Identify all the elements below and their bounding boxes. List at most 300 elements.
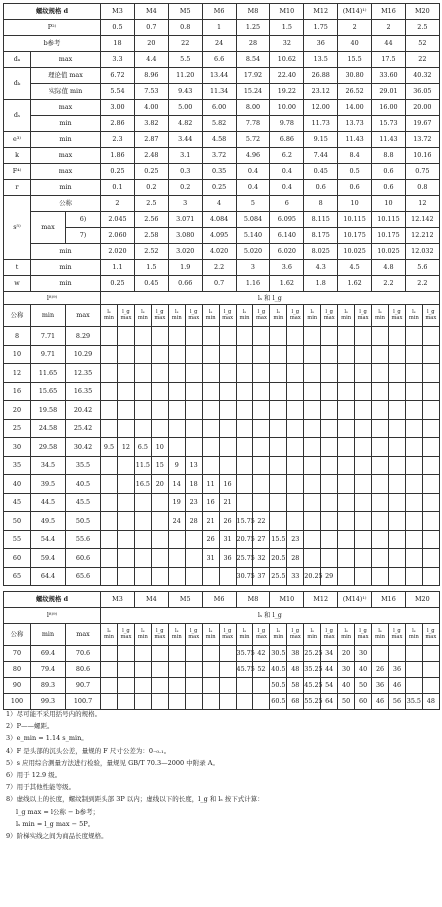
- empty-cell: [372, 419, 389, 438]
- value-cell: 0.25: [101, 276, 135, 292]
- empty-cell: [355, 567, 372, 586]
- ls-lg-value: 50.5: [270, 678, 287, 694]
- length-min: 79.4: [31, 662, 66, 678]
- value-cell: 52: [405, 36, 439, 52]
- value-cell: 0.25: [101, 164, 135, 180]
- empty-cell: [270, 438, 287, 457]
- length-min: 44.5: [31, 493, 66, 512]
- thread-size-cell: M16: [372, 4, 406, 20]
- value-cell: 11.34: [202, 84, 236, 100]
- empty-cell: [321, 456, 338, 475]
- value-cell: 2.48: [134, 148, 168, 164]
- value-cell: 10.62: [270, 52, 304, 68]
- empty-cell: [134, 493, 151, 512]
- value-cell: 2.2: [405, 276, 439, 292]
- empty-cell: [422, 419, 439, 438]
- empty-cell: [202, 646, 219, 662]
- ls-lg-value: 35.25: [304, 662, 321, 678]
- empty-cell: [304, 382, 321, 401]
- property-sublabel: min: [31, 276, 101, 292]
- length-min: 11.65: [31, 364, 66, 383]
- length-nominal: 65: [4, 567, 31, 586]
- value-cell: 0.8: [405, 180, 439, 196]
- empty-cell: [219, 345, 236, 364]
- ls-min-header: lₛ min: [405, 305, 422, 327]
- length-min: 64.4: [31, 567, 66, 586]
- empty-cell: [321, 419, 338, 438]
- ls-min-header: lₛ min: [202, 624, 219, 646]
- empty-cell: [355, 456, 372, 475]
- empty-cell: [405, 456, 422, 475]
- empty-cell: [355, 364, 372, 383]
- value-cell: 36.05: [405, 84, 439, 100]
- ls-lg-value: 68: [287, 694, 304, 710]
- empty-cell: [321, 530, 338, 549]
- empty-cell: [253, 456, 270, 475]
- empty-cell: [117, 401, 134, 420]
- empty-cell: [134, 364, 151, 383]
- s-max-sublabel: 6): [66, 212, 101, 228]
- ls-lg-value: 20.75: [236, 530, 253, 549]
- empty-cell: [388, 438, 405, 457]
- length-max: 40.5: [66, 475, 101, 494]
- footnote: lₛ min = l_g max − 5P。: [16, 819, 95, 828]
- thread-size-cell: M4: [134, 4, 168, 20]
- value-cell: 0.7: [202, 276, 236, 292]
- empty-cell: [270, 327, 287, 346]
- length-min: 89.3: [31, 678, 66, 694]
- footnote: 4）F 是头部的沉头公差，量规的 F 尺寸公差为：0₋₀.₁。: [6, 746, 171, 755]
- empty-cell: [134, 345, 151, 364]
- value-cell: 13.73: [338, 116, 372, 132]
- empty-cell: [422, 438, 439, 457]
- ls-min-header: lₛ min: [270, 624, 287, 646]
- empty-cell: [236, 364, 253, 383]
- empty-cell: [372, 549, 389, 568]
- empty-cell: [372, 530, 389, 549]
- length-max: 70.6: [66, 646, 101, 662]
- ls-min-header: lₛ min: [338, 305, 355, 327]
- value-cell: 0.6: [304, 180, 338, 196]
- value-cell: 2.5: [405, 20, 439, 36]
- ls-lg-value: 32: [253, 549, 270, 568]
- ls-min-header: lₛ min: [372, 624, 389, 646]
- ls-lg-value: 54: [321, 678, 338, 694]
- empty-cell: [151, 345, 168, 364]
- empty-cell: [185, 662, 202, 678]
- empty-cell: [304, 475, 321, 494]
- empty-cell: [219, 567, 236, 586]
- empty-cell: [134, 549, 151, 568]
- dk-label: dₖ: [4, 68, 31, 100]
- value-cell: 1.8: [304, 276, 338, 292]
- ls-lg-value: 36: [388, 662, 405, 678]
- empty-cell: [405, 475, 422, 494]
- empty-cell: [101, 475, 118, 494]
- value-cell: 19.22: [270, 84, 304, 100]
- value-cell: 13.72: [405, 132, 439, 148]
- length-max: 50.5: [66, 512, 101, 531]
- length-min: 69.4: [31, 646, 66, 662]
- ls-lg-value: 21: [202, 512, 219, 531]
- value-cell: 4.58: [202, 132, 236, 148]
- empty-cell: [388, 646, 405, 662]
- empty-cell: [253, 438, 270, 457]
- length-nominal: 25: [4, 419, 31, 438]
- value-cell: 0.6: [372, 180, 406, 196]
- value-cell: 14.00: [338, 100, 372, 116]
- length-max: 16.35: [66, 382, 101, 401]
- property-label: w: [4, 276, 31, 292]
- empty-cell: [355, 382, 372, 401]
- empty-cell: [287, 493, 304, 512]
- length-nominal: 60: [4, 549, 31, 568]
- empty-cell: [372, 364, 389, 383]
- empty-cell: [355, 493, 372, 512]
- empty-cell: [117, 345, 134, 364]
- empty-cell: [388, 493, 405, 512]
- empty-cell: [151, 493, 168, 512]
- empty-cell: [405, 549, 422, 568]
- empty-cell: [253, 475, 270, 494]
- empty-cell: [338, 419, 355, 438]
- ls-lg-value: 9: [168, 456, 185, 475]
- empty-cell: [134, 327, 151, 346]
- ls-min-header: lₛ min: [168, 624, 185, 646]
- empty-cell: [372, 327, 389, 346]
- property-label: k: [4, 148, 31, 164]
- value-cell: 7.44: [304, 148, 338, 164]
- length-nominal: 30: [4, 438, 31, 457]
- ls-lg-value: 40: [338, 678, 355, 694]
- empty-cell: [117, 382, 134, 401]
- empty-cell: [405, 345, 422, 364]
- empty-cell: [236, 678, 253, 694]
- lg-max-header: l_g max: [321, 624, 338, 646]
- value-cell: 0.2: [168, 180, 202, 196]
- empty-cell: [287, 401, 304, 420]
- length-max: 80.6: [66, 662, 101, 678]
- thread-size-cell: (M14)¹⁾: [338, 592, 372, 608]
- value-cell: 10.16: [405, 148, 439, 164]
- lg-max-header: l_g max: [287, 305, 304, 327]
- ls-lg-value: 46: [372, 694, 389, 710]
- empty-cell: [101, 493, 118, 512]
- value-cell: 2.060: [101, 228, 135, 244]
- ls-lg-value: 14: [168, 475, 185, 494]
- ls-lg-label: lₛ 和 l_g: [101, 608, 440, 624]
- empty-cell: [422, 493, 439, 512]
- empty-cell: [405, 364, 422, 383]
- length-nominal: 55: [4, 530, 31, 549]
- value-cell: 17.5: [372, 52, 406, 68]
- value-cell: 1: [202, 20, 236, 36]
- ls-lg-value: 30.75: [236, 567, 253, 586]
- thread-size-cell: (M14)¹⁾: [338, 4, 372, 20]
- empty-cell: [287, 327, 304, 346]
- thread-size-cell: M20: [405, 592, 439, 608]
- empty-cell: [168, 438, 185, 457]
- empty-cell: [202, 662, 219, 678]
- property-sublabel: max: [31, 148, 101, 164]
- value-cell: 11.43: [338, 132, 372, 148]
- footnote: 3）e_min = 1.14 s_min。: [6, 734, 88, 743]
- value-cell: 5.084: [236, 212, 270, 228]
- lg-max-header: l_g max: [117, 624, 134, 646]
- property-label: t: [4, 260, 31, 276]
- length-min: 34.5: [31, 456, 66, 475]
- value-cell: 15.24: [236, 84, 270, 100]
- length-min: 29.58: [31, 438, 66, 457]
- empty-cell: [219, 438, 236, 457]
- value-cell: 10: [372, 196, 406, 212]
- ls-min-header: lₛ min: [101, 305, 118, 327]
- value-cell: 36: [304, 36, 338, 52]
- length-min: 15.65: [31, 382, 66, 401]
- dk-sublabel: 理论值 max: [31, 68, 101, 84]
- empty-cell: [372, 345, 389, 364]
- value-cell: 6.00: [202, 100, 236, 116]
- ls-lg-value: 36: [219, 549, 236, 568]
- empty-cell: [168, 646, 185, 662]
- value-cell: 8.025: [304, 244, 338, 260]
- empty-cell: [372, 567, 389, 586]
- ls-lg-value: 50: [338, 694, 355, 710]
- value-cell: 4.095: [202, 228, 236, 244]
- empty-cell: [202, 327, 219, 346]
- empty-cell: [388, 327, 405, 346]
- empty-cell: [287, 512, 304, 531]
- length-nominal: 90: [4, 678, 31, 694]
- empty-cell: [388, 345, 405, 364]
- s-nominal-label: 公称: [31, 196, 101, 212]
- value-cell: 4.3: [304, 260, 338, 276]
- empty-cell: [287, 438, 304, 457]
- value-cell: 0.1: [101, 180, 135, 196]
- value-cell: 2.52: [134, 244, 168, 260]
- value-cell: 1.75: [304, 20, 338, 36]
- empty-cell: [287, 382, 304, 401]
- empty-cell: [134, 382, 151, 401]
- length-nominal: 20: [4, 401, 31, 420]
- length-nominal: 12: [4, 364, 31, 383]
- value-cell: 26.52: [338, 84, 372, 100]
- ls-lg-value: 38: [287, 646, 304, 662]
- empty-cell: [287, 364, 304, 383]
- value-cell: 30.80: [338, 68, 372, 84]
- empty-cell: [270, 512, 287, 531]
- ls-min-header: lₛ min: [304, 305, 321, 327]
- ls-lg-value: 56: [388, 694, 405, 710]
- ls-lg-value: 11: [202, 475, 219, 494]
- empty-cell: [101, 646, 118, 662]
- value-cell: 1.62: [338, 276, 372, 292]
- lg-max-header: l_g max: [422, 624, 439, 646]
- empty-cell: [134, 530, 151, 549]
- value-cell: 5.6: [405, 260, 439, 276]
- empty-cell: [219, 678, 236, 694]
- value-cell: 4.5: [338, 260, 372, 276]
- value-cell: 13.44: [202, 68, 236, 84]
- empty-cell: [117, 549, 134, 568]
- dimension-table-continued: [3, 591, 440, 710]
- length-max: 35.5: [66, 456, 101, 475]
- ls-lg-value: 15.5: [270, 530, 287, 549]
- ls-lg-value: 21: [219, 493, 236, 512]
- lg-max-header: l_g max: [151, 624, 168, 646]
- length-nominal: 40: [4, 475, 31, 494]
- empty-cell: [236, 475, 253, 494]
- empty-cell: [338, 456, 355, 475]
- empty-cell: [304, 549, 321, 568]
- empty-cell: [422, 345, 439, 364]
- empty-cell: [321, 475, 338, 494]
- empty-cell: [134, 401, 151, 420]
- empty-cell: [168, 530, 185, 549]
- lg-max-header: l_g max: [388, 624, 405, 646]
- value-cell: 19.67: [405, 116, 439, 132]
- value-cell: 5.00: [168, 100, 202, 116]
- empty-cell: [185, 549, 202, 568]
- ls-lg-value: 16.5: [134, 475, 151, 494]
- value-cell: 33.60: [372, 68, 406, 84]
- empty-cell: [117, 419, 134, 438]
- empty-cell: [236, 438, 253, 457]
- ls-min-header: lₛ min: [101, 624, 118, 646]
- empty-cell: [422, 475, 439, 494]
- length-nominal: 70: [4, 646, 31, 662]
- empty-cell: [117, 364, 134, 383]
- value-cell: 2.87: [134, 132, 168, 148]
- empty-cell: [117, 475, 134, 494]
- ls-lg-value: 45.75: [236, 662, 253, 678]
- value-cell: 5.54: [101, 84, 135, 100]
- ls-lg-value: 23: [287, 530, 304, 549]
- value-cell: 6.6: [202, 52, 236, 68]
- value-cell: 2: [338, 20, 372, 36]
- empty-cell: [355, 419, 372, 438]
- length-label: l⁸⁾⁹⁾: [4, 608, 101, 624]
- empty-cell: [168, 419, 185, 438]
- value-cell: 8: [304, 196, 338, 212]
- ls-lg-value: 20.25: [304, 567, 321, 586]
- empty-cell: [355, 549, 372, 568]
- empty-cell: [185, 419, 202, 438]
- empty-cell: [236, 456, 253, 475]
- empty-cell: [219, 646, 236, 662]
- empty-cell: [151, 678, 168, 694]
- empty-cell: [151, 646, 168, 662]
- ls-lg-value: 58: [287, 678, 304, 694]
- empty-cell: [338, 549, 355, 568]
- ls-min-header: lₛ min: [236, 624, 253, 646]
- length-min: 9.71: [31, 345, 66, 364]
- empty-cell: [338, 530, 355, 549]
- length-label: l⁸⁾⁹⁾: [4, 292, 101, 305]
- ls-lg-value: 26: [219, 512, 236, 531]
- value-cell: 0.2: [134, 180, 168, 196]
- empty-cell: [202, 401, 219, 420]
- thread-size-cell: M8: [236, 4, 270, 20]
- empty-cell: [236, 419, 253, 438]
- empty-cell: [304, 401, 321, 420]
- empty-cell: [202, 567, 219, 586]
- ds-sublabel: max: [31, 100, 101, 116]
- property-sublabel: min: [31, 180, 101, 196]
- lg-max-header: l_g max: [355, 305, 372, 327]
- empty-cell: [168, 549, 185, 568]
- value-cell: 10.025: [338, 244, 372, 260]
- ls-lg-value: 37: [253, 567, 270, 586]
- empty-cell: [168, 678, 185, 694]
- value-cell: 10.115: [338, 212, 372, 228]
- empty-cell: [270, 364, 287, 383]
- empty-cell: [321, 512, 338, 531]
- value-cell: 1.9: [168, 260, 202, 276]
- ls-lg-value: 34: [321, 646, 338, 662]
- empty-cell: [355, 438, 372, 457]
- ls-lg-value: 25.75: [236, 549, 253, 568]
- empty-cell: [270, 493, 287, 512]
- empty-cell: [338, 567, 355, 586]
- length-min: 54.4: [31, 530, 66, 549]
- value-cell: 3.82: [134, 116, 168, 132]
- lg-max-header: l_g max: [253, 624, 270, 646]
- thread-size-label: 螺纹规格 d: [4, 4, 101, 20]
- value-cell: 2.2: [202, 260, 236, 276]
- empty-cell: [270, 475, 287, 494]
- value-cell: 6.86: [270, 132, 304, 148]
- empty-cell: [388, 567, 405, 586]
- ls-lg-value: 33: [287, 567, 304, 586]
- ls-lg-label: lₛ 和 l_g: [101, 292, 440, 305]
- empty-cell: [151, 364, 168, 383]
- empty-cell: [270, 401, 287, 420]
- empty-cell: [338, 493, 355, 512]
- footnote: 9）阶梯实线之间为商品长度规格。: [6, 832, 108, 841]
- value-cell: 3: [168, 196, 202, 212]
- ls-min-header: lₛ min: [202, 305, 219, 327]
- empty-cell: [422, 678, 439, 694]
- empty-cell: [253, 382, 270, 401]
- value-cell: 3.080: [168, 228, 202, 244]
- property-label: P²⁾: [4, 20, 101, 36]
- empty-cell: [338, 401, 355, 420]
- empty-cell: [405, 512, 422, 531]
- empty-cell: [405, 401, 422, 420]
- value-cell: 2.86: [101, 116, 135, 132]
- value-cell: 4.00: [134, 100, 168, 116]
- footnote: 1）尽可能不采用括号内的规格。: [6, 710, 102, 718]
- lg-max-header: l_g max: [355, 624, 372, 646]
- empty-cell: [117, 530, 134, 549]
- property-sublabel: max: [31, 52, 101, 68]
- value-cell: 3: [236, 260, 270, 276]
- ls-lg-value: 42: [253, 646, 270, 662]
- ls-lg-value: 52: [253, 662, 270, 678]
- footnotes: [6, 708, 438, 842]
- empty-cell: [219, 382, 236, 401]
- ls-lg-value: 12: [117, 438, 134, 457]
- length-max: 30.42: [66, 438, 101, 457]
- empty-cell: [134, 678, 151, 694]
- thread-size-cell: M10: [270, 4, 304, 20]
- ls-lg-value: 31: [219, 530, 236, 549]
- length-max: 45.5: [66, 493, 101, 512]
- value-cell: 8.96: [134, 68, 168, 84]
- ls-lg-value: 23: [185, 493, 202, 512]
- empty-cell: [304, 530, 321, 549]
